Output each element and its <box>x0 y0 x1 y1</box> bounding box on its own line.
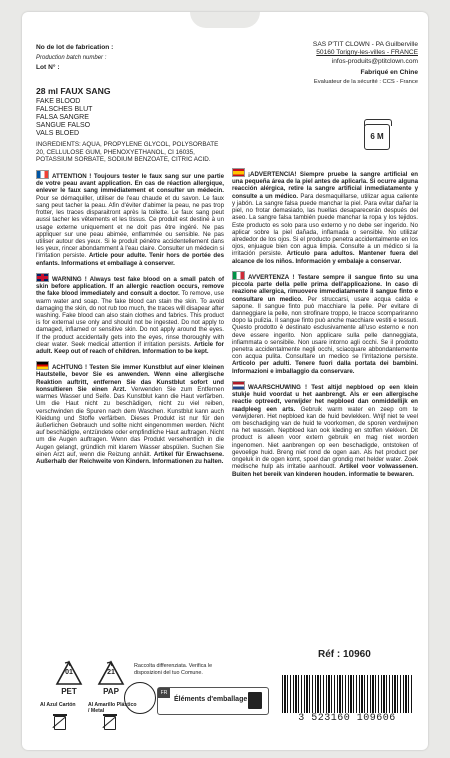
pet-number: 01 <box>65 669 73 676</box>
warning-es <box>232 168 418 265</box>
recycle-pet-icon <box>54 659 84 696</box>
pao-jar-icon <box>364 124 390 150</box>
packaging-back-card <box>22 12 428 750</box>
elements-emballage-box <box>157 687 269 715</box>
warning-it-bold: AVVERTENZA ! Testare sempre il sangue finto su una piccola parte della pelle prima dell'applicazione. In caso di reazione allergica, rimuovere immediatamente il sangue finto e consultare un medico. <box>232 273 418 303</box>
warning-nl <box>232 381 418 478</box>
made-in: Fabriqué en Chine <box>360 69 418 77</box>
warning-fr-bold: ATTENTION ! Toujours tester le faux sang sur une partie de votre peau avant application. En cas de réaction allergique, enlever le faux sang immédiatement et consulter un médecin. <box>36 173 224 195</box>
lot-label-fr: No de lot de fabrication : <box>36 44 114 51</box>
product-name-nl: VALS BLOED <box>36 130 80 138</box>
warning-it-tail: Articolo per adulti. Tenere fuori dalla portata dei bambini. Informazioni e imballaggio da conservare. <box>232 360 418 375</box>
product-name-es: FALSA SANGRE <box>36 114 89 122</box>
bin-blue <box>40 702 90 708</box>
warning-en-tail: Article for adult. Keep out of reach of children. Information to be kept. <box>36 340 224 356</box>
pap-label: PAP <box>103 687 119 696</box>
product-name-it: SANGUE FALSO <box>36 122 91 130</box>
company-email: infos-produits@ptitclown.com <box>331 57 418 65</box>
barcode-digits: 3 523160 109606 <box>298 713 396 724</box>
warning-it <box>232 271 418 375</box>
product-names <box>36 98 224 138</box>
warning-en <box>36 273 224 355</box>
product-name-en: FAKE BLOOD <box>36 98 81 106</box>
warning-en-bold: WARNING ! Always test fake blood on a small patch of skin before application. If an allergic reaction occurs, remove the fake blood immediately and consult a doctor. <box>36 275 224 298</box>
warning-it-body: Per struccarsi, usare acqua calda e sapone. Il sangue finto può macchiare la pelle. Per evitare di danneggiare la pelle, non strofinare troppo, le tracce scompariranno dopo la pulizia. Il sangue finto può anche macchiare vestiti e tessuti. Questo prodotto è destinato esclusivamente all'uso esterno e non deve essere ingerito. Non applicare sulla pelle danneggiata, infiammata o sensibile. Non usare intorno agli occhi. Se il prodotto penetra accidentalmente negli occhi, sciacquare abbondantemente con acqua pulita. Consultare un medico se l'irritazione persiste. <box>232 295 418 361</box>
batch-number-block <box>36 43 236 73</box>
flag-netherlands-icon <box>232 381 245 390</box>
triman-icon <box>124 682 156 714</box>
company-address: 50160 Torigny-les-villes - FRANCE <box>316 49 418 57</box>
recycle-bin-icon <box>248 692 262 709</box>
warning-es-bold: ¡ADVERTENCIA! Siempre pruebe la sangre artificial en una pequeña área de la piel antes de aplicarla. Si ocurre alguna reacción alérgica, retire la sangre artificial inmediatamente y consulte a un médico. <box>232 171 418 200</box>
warning-nl-body: Gebruik warm water en zeep om te verwijderen. Het nepbloed kan de huid bevlekken. Wrijf niet te veel om beschadiging van de huid te voorkomen, de sporen verdwijnen na het wassen. Nepbloed kan ook kleding en stoffen vlekken. Dit product is alleen voor extern gebruik en mag niet worden ingenomen. Niet aanbrengen op een beschadigde, ontstoken of gevoelige huid. Breng niet rond de ogen aan. Als het product per ongeluk in de ogen komt, spoel dan grondig met helder water. Zoek medische hulp als irritatie aanhoudt. <box>232 405 418 471</box>
flag-spain-icon <box>232 168 245 177</box>
barcode <box>276 675 418 723</box>
company-name: SAS P'TIT CLOWN - PA Guilberville <box>312 41 418 48</box>
reference-number: Réf : 10960 <box>318 649 371 660</box>
barcode-bars <box>282 675 412 713</box>
pao-label: 6 M <box>370 132 384 141</box>
lot-label-nl: Lot N° : <box>36 64 60 71</box>
warning-de <box>36 361 224 465</box>
warning-fr <box>36 170 224 267</box>
warning-nl-tail: Artikel voor volwassenen. Buiten het bereik van kinderen houden. informatie te bewaren. <box>232 463 418 478</box>
hang-hole <box>190 12 260 28</box>
flag-italy-icon <box>232 271 245 280</box>
lot-label-en: Production batch number : <box>36 55 107 61</box>
ingredients: INGREDIENTS: AQUA, PROPYLENE GLYCOL, POLYSORBATE 20, CELLULOSE GUM, PHENOXYETHANOL, CI 16035, POTASSIUM SORBATE, SODIUM BENZOATE, CITRIC ACID. <box>36 141 219 164</box>
warning-fr-body: Pour se démaquiller, utiliser de l'eau chaude et du savon. Le faux sang peut tacher la peau. Afin d'éviter d'abimer la peau, ne pas trop frotter, les traces disparaitront après la toilette. Le faux sang peut aussi tacher les vêtements et les tissus. Ce produit est destiné à un usage externe uniquement et ne doit pas être ingéré. Ne pas appliquer sur une peau abimée, enflammée ou sensible. Ne pas utiliser autour des yeux. Si le produit pénètre accidentellement dans les yeux, rincer abondamment à l'eau claire. Consulter un médecin si l'irritation persiste. <box>36 194 224 260</box>
raccolta-note: Raccolta differenziata. Verifica le disposizioni del tuo Comune. <box>134 663 213 676</box>
bin-yellow-label: Al Amarillo Plástico / Metal <box>88 702 137 714</box>
warning-es-tail: Artículo para adultos. Mantener fuera del alcance de los niños. Información y embalaje a conservar. <box>232 250 418 265</box>
flag-germany-icon <box>36 361 49 370</box>
flag-uk-icon <box>36 273 49 282</box>
left-column <box>36 88 224 465</box>
pet-label: PET <box>61 687 77 696</box>
warning-de-tail: Artikel für Erwachsene. Außerhalb der Reichweite von Kindern. Informationen zu halten. <box>36 450 224 466</box>
right-column <box>232 168 418 478</box>
warning-de-body: Verwenden Sie zum Entfernen warmes Wasser und Seife. Das Kunstblut kann die Haut verfärben. Um die Haut nicht zu beschädigen, nicht zu viel reiben, verschwinden die Spuren nach dem Waschen. Kunstblut kann auch Kleidung und Stoffe verfärben. Dieses Produkt ist nur für den äußerlichen Gebrauch und sollte nicht eingenommen werden. Nicht auf beschädigte, entzündete oder empfindliche Haut auftragen. Nicht um die Augen auftragen. Wenn das Produkt versehentlich in die Augen gelangt, gründlich mit klarem Wasser abspülen. Suchen Sie einen Arzt auf, wenn die Reizung anhält. <box>36 385 224 458</box>
product-name-de: FALSCHES BLUT <box>36 106 93 114</box>
recycle-pap-icon <box>96 659 126 696</box>
pap-number: 21 <box>107 669 115 676</box>
flag-france-icon <box>36 170 49 179</box>
product-title: 28 ml FAUX SANG <box>36 86 111 96</box>
warning-fr-tail: Article pour adulte. Tenir hors de portée des enfants. Informations et emballage à conserver. <box>36 252 224 267</box>
safety-evaluator: Evaluateur de la sécurité : CCS - France <box>313 78 418 85</box>
elements-label: Éléments d'emballage <box>174 696 248 703</box>
warning-nl-bold: WAARSCHUWING ! Test altijd nepbloed op een klein stukje huid voordat u het aanbrengt. Als er een allergische reactie optreedt, verwijder het nepbloed dan onmiddellijk en raadpleeg een arts. <box>232 383 418 413</box>
warning-es-body: Para desmaquillarse, utilizar agua caliente y jabón. La sangre falsa puede manchar la piel. Para evitar dañar la piel, no frotar demasiado, las huellas desaparecerán después del aseo. La sangre falsa también puede manchar la ropa y los tejidos. Este producto es solo para uso externo y no debe ser ingerido. No aplicar sobre la piel dañada, inflamada o sensible. No utilizar alrededor de los ojos. Si el producto penetra accidentalmente en los ojos, enjuague bien con agua limpia. Consulte a un médico si la irritación persiste. <box>232 192 418 258</box>
bin-blue-label: Al Azul Cartón <box>40 702 76 708</box>
company-block <box>208 41 418 86</box>
warning-de-bold: ACHTUNG ! Testen Sie immer Kunstblut auf einer kleinen Hautstelle, bevor Sie es anwenden. Wenn eine allergische Reaktion auftritt, entfernen Sie das Kunstblut sofort und konsultieren Sie einen Arzt. <box>36 364 224 393</box>
warning-en-body: To remove, use warm water and soap. The fake blood can stain the skin. To avoid damaging the skin, do not rub too much, the traces will disapear after washing. Fake blood can also stain clothes and fabrics. This product is for external use only and should not be ingested. Do not apply to damaged, inflamed or sensitive skin. Do not apply around the eyes. If the product accidentally gets into the eyes, rinse thoroughly with clear water. Seek medical attention if irritation persists. <box>36 290 224 348</box>
fr-tag: FR <box>158 688 170 698</box>
